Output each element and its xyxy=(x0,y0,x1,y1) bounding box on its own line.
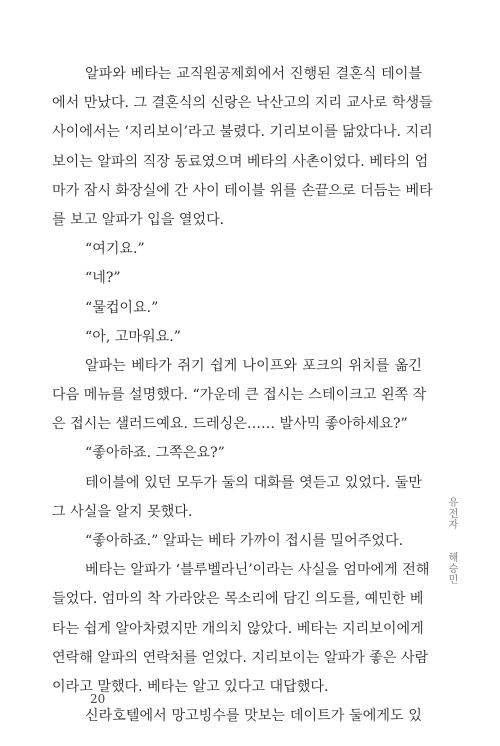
text-line: 에서 만났다. 그 결혼식의 신랑은 낙산고의 지리 교사로 학생들 xyxy=(52,95,433,112)
text-line: 알파는 베타가 쥐기 쉽게 나이프와 포크의 위치를 옮긴 xyxy=(85,357,422,374)
text-line: 그 사실을 알지 못했다. xyxy=(52,503,193,520)
text-line: 들었다. 엄마의 착 가라앉은 목소리에 담긴 의도를, 예민한 베 xyxy=(52,591,424,608)
text-line: 사이에서는 ‘지리보이’라고 불렸다. 기리보이를 닮았다나. 지리 xyxy=(52,124,433,141)
text-line: 베타는 알파가 ‘블루벨라닌’이라는 사실을 엄마에게 전해 xyxy=(85,562,430,579)
text-line: 마가 잠시 화장실에 간 사이 테이블 위를 손끝으로 더듬는 베타 xyxy=(52,182,433,199)
text-line: “네?” xyxy=(85,270,121,287)
text-line: 보이는 알파의 직장 동료였으며 베타의 사촌이었다. 베타의 엄 xyxy=(52,153,429,170)
text-line: 다음 메뉴를 설명했다. “가운데 큰 접시는 스테이크고 왼쪽 작 xyxy=(52,387,427,404)
text-line: 신라호텔에서 망고빙수를 맛보는 데이트가 둘에게도 있 xyxy=(85,708,422,725)
page-number: 20 xyxy=(90,692,106,706)
text-line: “좋아하죠. 그쪽은요?” xyxy=(85,445,225,462)
text-line: 연락해 알파의 연락처를 얻었다. 지리보이는 알파가 좋은 사람 xyxy=(52,649,429,666)
text-line: “좋아하죠.” 알파는 베타 가까이 접시를 밀어주었다. xyxy=(85,533,404,549)
running-head-title: 유전자 xyxy=(446,497,457,530)
text-line: “물컵이요.” xyxy=(85,299,159,316)
text-line: 은 접시는 샐러드예요. 드레싱은…… 발사믹 좋아하세요?” xyxy=(52,416,408,433)
text-line: 이라고 말했다. 베타는 알고 있다고 대답했다. xyxy=(52,678,329,695)
text-line: 알파와 베타는 교직원공제회에서 진행된 결혼식 테이블 xyxy=(85,66,422,82)
running-head xyxy=(444,497,459,585)
running-head-author: 해승민 xyxy=(446,552,457,586)
text-line: 테이블에 있던 모두가 둘의 대화를 엿듣고 있었다. 둘만 xyxy=(85,474,422,491)
body-text xyxy=(52,60,433,731)
text-line: “여기요.” xyxy=(85,241,145,258)
text-line: 타는 쉽게 알아차렸지만 개의치 않았다. 베타는 지리보이에게 xyxy=(52,620,424,637)
text-line: “아, 고마워요.” xyxy=(85,328,181,345)
text-line: 를 보고 알파가 입을 열었다. xyxy=(52,211,225,228)
